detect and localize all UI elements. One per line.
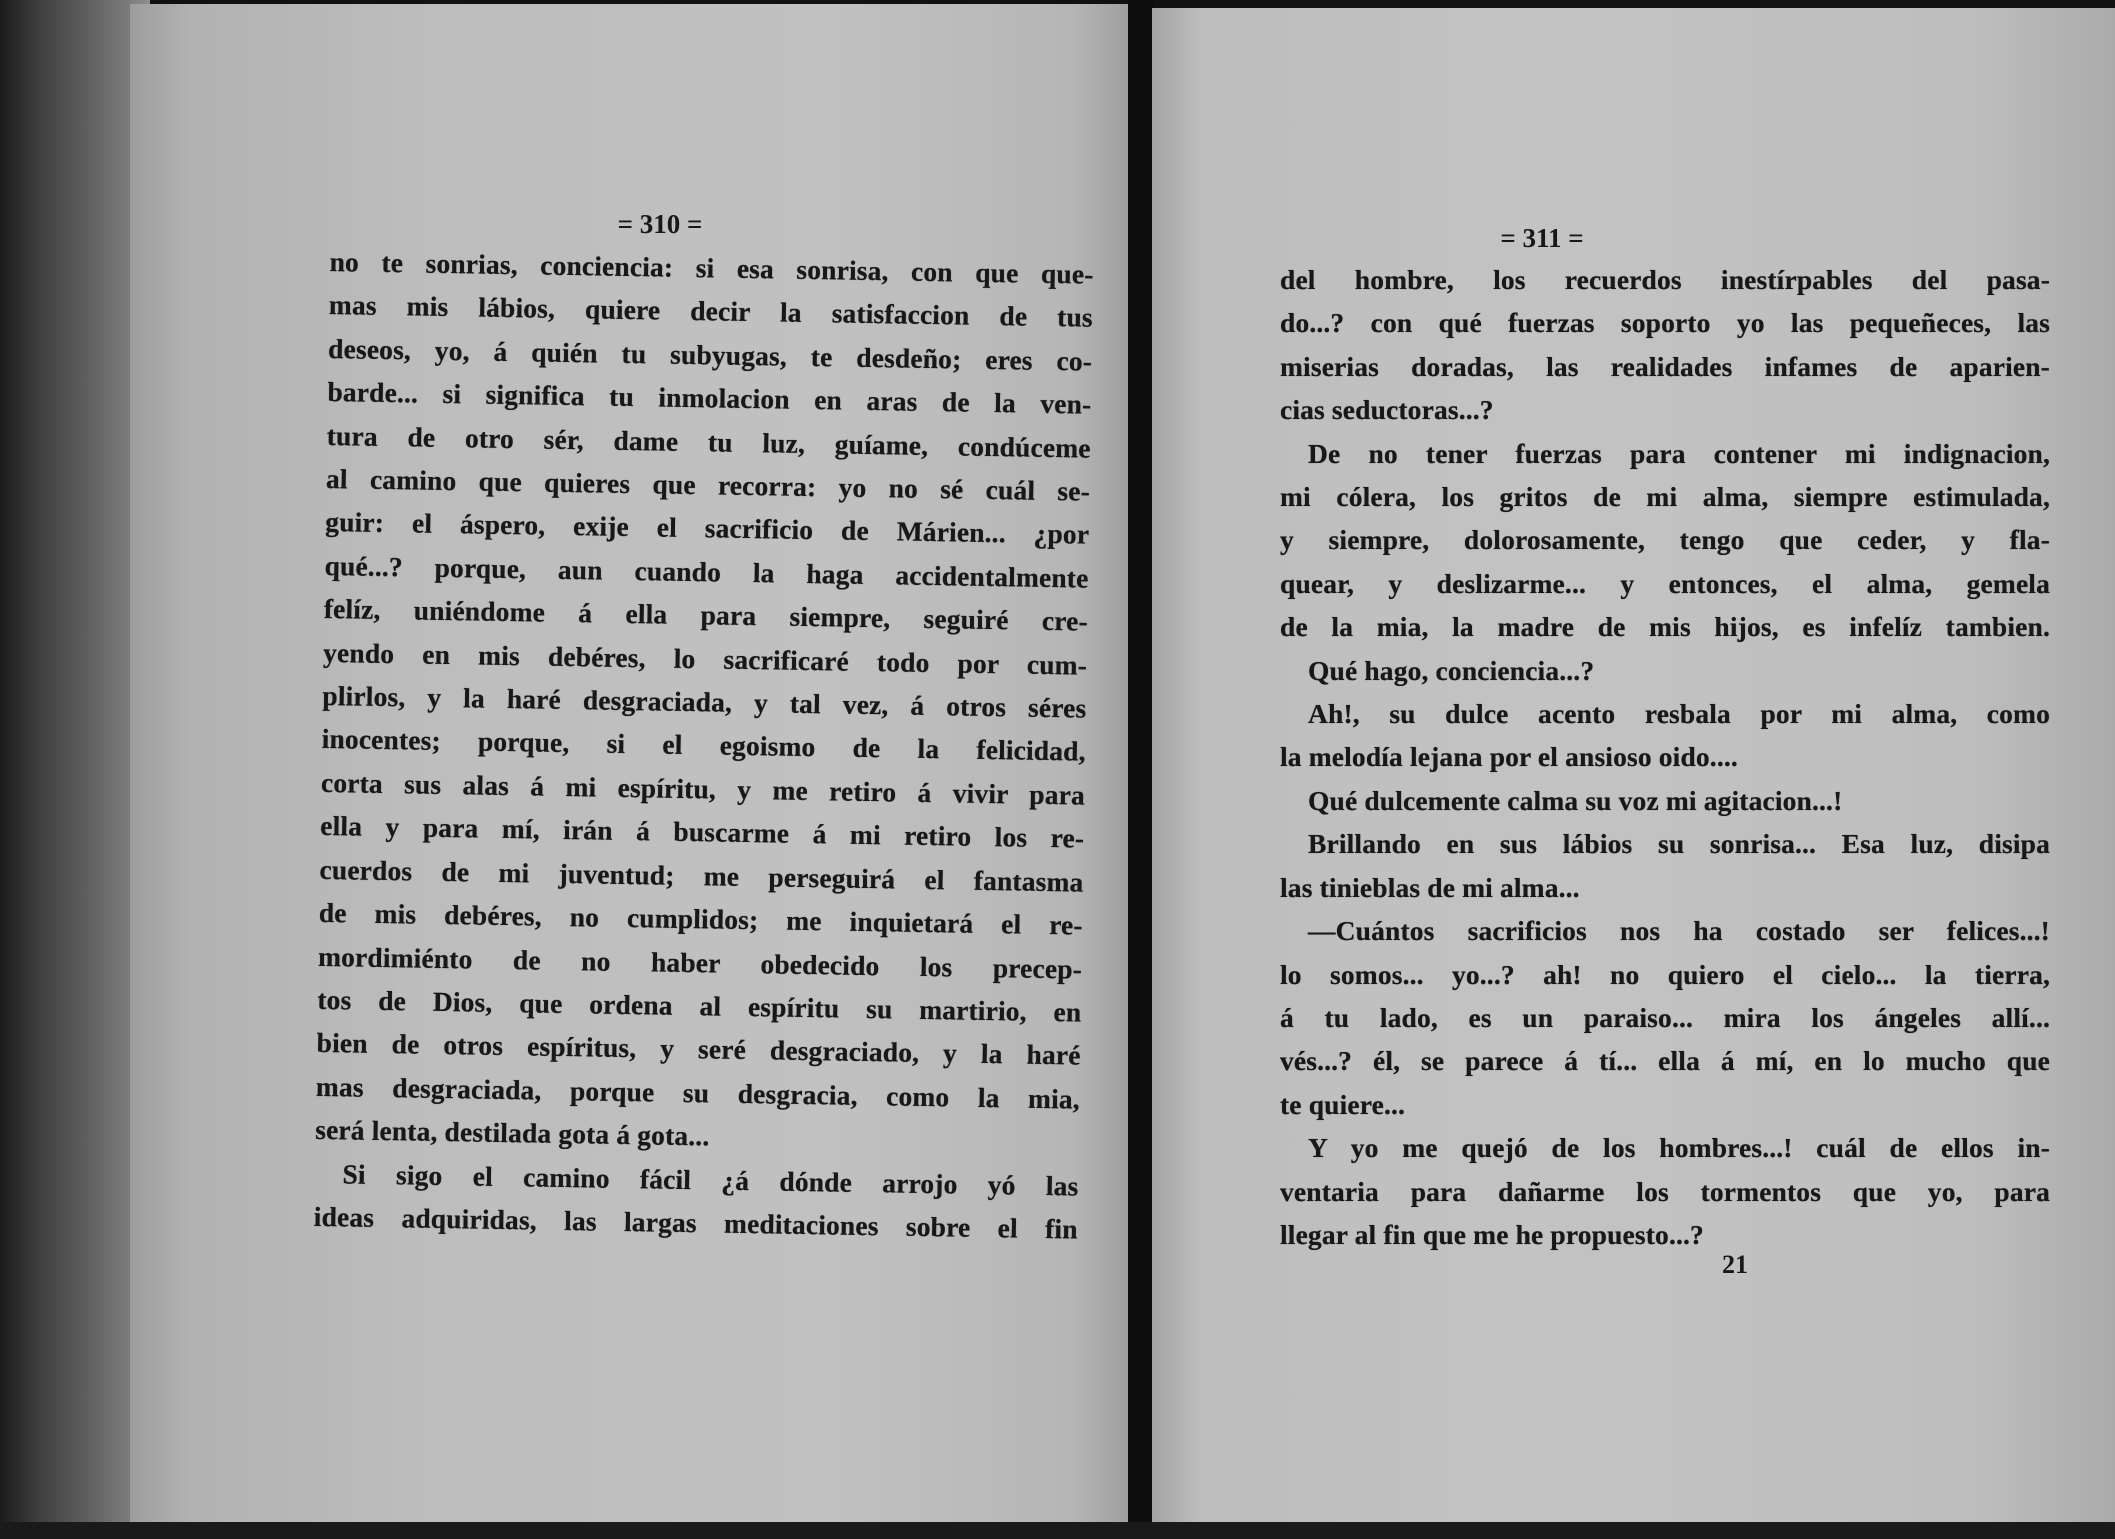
text-line: te quiere... xyxy=(1280,1088,1406,1120)
text-line: —Cuántos sacrificios nos ha costado ser felices...! xyxy=(1308,915,2050,947)
text-line: vés...? él, se parece á tí... ella á mí, en lo mucho que xyxy=(1280,1045,2050,1077)
left-page-number: = 310 = xyxy=(617,209,703,239)
text-line: mi cólera, los gritos de mi alma, siempre estimulada, xyxy=(1280,481,2050,513)
text-line: inocentes; porque, si el egoismo de la felicidad, xyxy=(321,723,1086,768)
text-line: Brillando en sus lábios su sonrisa... Esa luz, disipa xyxy=(1308,828,2050,860)
text-line: felíz, uniéndome á ella para siempre, seguiré cre- xyxy=(323,593,1089,637)
text-line: mordimiénto de no haber obedecido los precep- xyxy=(317,940,1083,985)
text-line: de mis debéres, no cumplidos; me inquietará el re- xyxy=(318,897,1084,941)
left-page xyxy=(130,4,1130,1528)
text-line: no te sonrias, conciencia: si esa sonrisa, con que que- xyxy=(329,245,1094,290)
book-gutter xyxy=(1128,0,1154,1539)
left-page-body xyxy=(313,240,1093,1251)
text-line: ella y para mí, irán á buscarme á mi retiro los re- xyxy=(320,810,1085,854)
text-line: barde... si significa tu inmolacion en aras de la ven- xyxy=(327,376,1092,420)
text-line: Si sigo el camino fácil ¿á dónde arrojo yó las xyxy=(342,1157,1079,1202)
text-line: y siempre, dolorosamente, tengo que ceder, y fla- xyxy=(1280,524,2050,556)
text-line: cias seductoras...? xyxy=(1280,394,1494,426)
text-line: Qué hago, conciencia...? xyxy=(1308,654,1595,686)
text-line: de la mia, la madre de mis hijos, es infelíz tambien. xyxy=(1280,611,2050,643)
text-line: qué...? porque, aun cuando la haga accidentalmente xyxy=(324,549,1089,594)
right-page xyxy=(1152,8,2115,1532)
text-line: deseos, yo, á quién tu subyugas, te desdeño; eres co- xyxy=(327,332,1093,377)
text-line: miserias doradas, las realidades infames de aparien- xyxy=(1280,350,2050,382)
text-line: ventaria para dañarme los tormentos que yo, para xyxy=(1280,1175,2050,1207)
right-page-body xyxy=(1280,258,2050,1256)
text-line: bien de otros espíritus, y seré desgraciado, y la haré xyxy=(316,1027,1081,1071)
text-line: Qué dulcemente calma su voz mi agitacion...! xyxy=(1308,784,1843,816)
text-line: guir: el áspero, exije el sacrificio de Márien... ¿por xyxy=(325,506,1090,551)
right-page-number: = 311 = xyxy=(1500,223,1584,253)
text-line: tura de otro sér, dame tu luz, guíame, condúceme xyxy=(326,419,1091,464)
text-line: lo somos... yo...? ah! no quiero el cielo... la tierra, xyxy=(1280,958,2050,990)
text-line: plirlos, y la haré desgraciada, y tal vez, á otros séres xyxy=(322,680,1087,724)
text-line: á tu lado, es un paraiso... mira los ángeles allí... xyxy=(1280,1001,2050,1033)
text-line: será lenta, destilada gota á gota... xyxy=(314,1114,710,1152)
book-edge-shadow xyxy=(0,0,150,1539)
text-line: corta sus alas á mi espíritu, y me retiro á vivir para xyxy=(320,766,1086,811)
signature-mark: 21 xyxy=(1722,1250,1748,1279)
text-line: la melodía lejana por el ansioso oido.... xyxy=(1280,741,1738,773)
text-line: do...? con qué fuerzas soporto yo las pequeñeces, las xyxy=(1280,307,2050,339)
text-line: mas desgraciada, porque su desgracia, como la mia, xyxy=(315,1070,1081,1115)
text-line: Y yo me quejó de los hombres...! cuál de ellos in- xyxy=(1308,1132,2050,1164)
text-line: quear, y deslizarme... y entonces, el alma, gemela xyxy=(1280,567,2050,599)
text-line: tos de Dios, que ordena al espíritu su martirio, en xyxy=(317,983,1082,1028)
text-line: al camino que quieres que recorra: yo no sé cuál se- xyxy=(325,463,1091,507)
scan-bottom-edge xyxy=(0,1522,2115,1539)
text-line: llegar al fin que me he propuesto...? xyxy=(1280,1218,1704,1250)
text-line: las tinieblas de mi alma... xyxy=(1280,871,1580,903)
text-line: De no tener fuerzas para contener mi indignacion, xyxy=(1308,437,2050,469)
text-line: ideas adquiridas, las largas meditaciones sobre el fin xyxy=(313,1200,1078,1245)
text-line: yendo en mis debéres, lo sacrificaré todo por cum- xyxy=(322,636,1088,681)
text-line: cuerdos de mi juventud; me perseguirá el fantasma xyxy=(319,853,1084,898)
text-line: Ah!, su dulce acento resbala por mi alma, como xyxy=(1308,698,2050,730)
text-line: mas mis lábios, quiere decir la satisfaccion de tus xyxy=(328,289,1094,334)
text-line: del hombre, los recuerdos inestírpables del pasa- xyxy=(1280,264,2050,295)
